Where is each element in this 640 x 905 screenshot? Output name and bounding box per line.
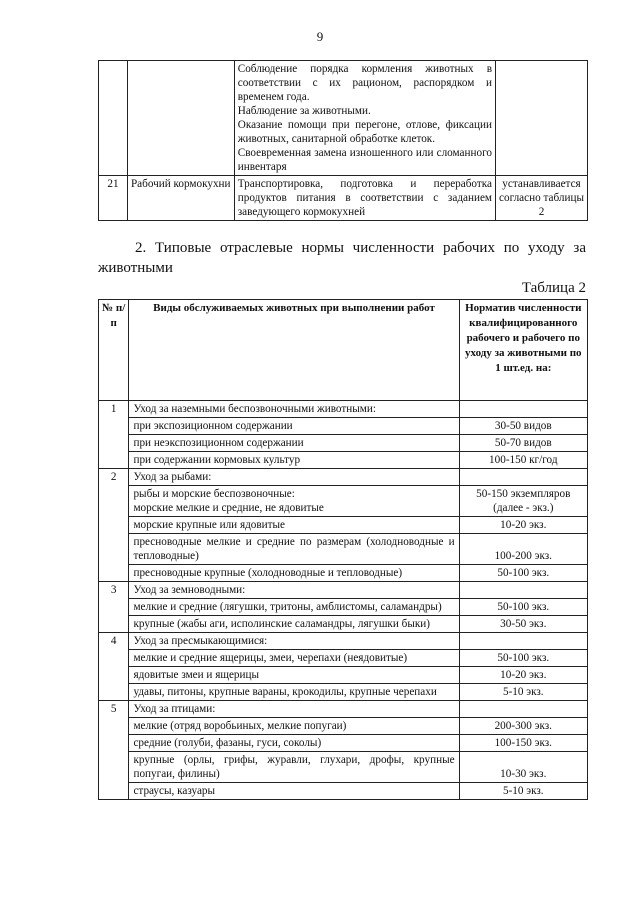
cell-empty bbox=[99, 616, 129, 633]
cell-empty bbox=[459, 469, 587, 486]
group-number: 2 bbox=[99, 469, 129, 486]
table-row bbox=[99, 176, 588, 221]
group-number: 5 bbox=[99, 701, 129, 718]
group-title: Уход за пресмыкающимися: bbox=[129, 633, 459, 650]
staff-duties-table-continued bbox=[98, 60, 588, 221]
staffing-norms-table bbox=[98, 299, 588, 800]
animal-category: страусы, казуары bbox=[129, 783, 459, 800]
cell-empty bbox=[99, 735, 129, 752]
cell-empty bbox=[99, 599, 129, 616]
staffing-norm: 30-50 экз. bbox=[459, 616, 587, 633]
row-number: 21 bbox=[99, 176, 128, 221]
table-row bbox=[99, 667, 588, 684]
cell-empty bbox=[99, 61, 128, 176]
cell-empty bbox=[99, 418, 129, 435]
cell-empty bbox=[99, 534, 129, 565]
table-row bbox=[99, 616, 588, 633]
group-title: Уход за рыбами: bbox=[129, 469, 459, 486]
cell-empty bbox=[99, 565, 129, 582]
staffing-norm: 50-70 видов bbox=[459, 435, 587, 452]
staffing-norm: 5-10 экз. bbox=[459, 684, 587, 701]
group-title: Уход за земноводными: bbox=[129, 582, 459, 599]
cell-empty bbox=[99, 486, 129, 517]
table-row bbox=[99, 534, 588, 565]
animal-category: мелкие и средние (лягушки, тритоны, амблистомы, саламандры) bbox=[129, 599, 459, 616]
cell-empty bbox=[99, 752, 129, 783]
animal-category: мелкие и средние ящерицы, змеи, черепахи (неядовитые) bbox=[129, 650, 459, 667]
group-title-row bbox=[99, 582, 588, 599]
staffing-norm: 50-150 экземпляров (далее - экз.) bbox=[459, 486, 587, 517]
table-row bbox=[99, 599, 588, 616]
table-caption: Таблица 2 bbox=[521, 280, 586, 296]
cell-empty bbox=[459, 633, 587, 650]
group-number: 1 bbox=[99, 401, 129, 418]
staffing-norm: 100-150 экз. bbox=[459, 735, 587, 752]
norm-cell: устанавливается согласно таблицы 2 bbox=[496, 176, 588, 221]
section-heading: 2. Типовые отраслевые нормы численности рабочих по уходу за животными bbox=[98, 240, 586, 276]
animal-category: крупные (жабы аги, исполинские саламандры, лягушки быки) bbox=[129, 616, 459, 633]
table-row bbox=[99, 565, 588, 582]
table-row bbox=[99, 752, 588, 783]
page-number: 9 bbox=[316, 29, 324, 44]
cell-empty bbox=[459, 401, 587, 418]
duties-cell: Транспортировка, подготовка и переработка продуктов питания в соответствии с заданием заведующего кормокухней bbox=[234, 176, 495, 221]
cell-empty bbox=[459, 582, 587, 599]
group-number: 4 bbox=[99, 633, 129, 650]
duty-line: Наблюдение за животными. bbox=[237, 105, 371, 117]
table-row bbox=[99, 435, 588, 452]
animal-category: рыбы и морские беспозвоночные: морские мелкие и средние, не ядовитые bbox=[129, 486, 459, 517]
table-row bbox=[99, 735, 588, 752]
duty-line: Своевременная замена изношенного или сломанного инвентаря bbox=[237, 147, 492, 173]
group-title-row bbox=[99, 469, 588, 486]
group-title-row bbox=[99, 401, 588, 418]
group-title-row bbox=[99, 701, 588, 718]
animal-category: морские крупные или ядовитые bbox=[129, 517, 459, 534]
table-row bbox=[99, 452, 588, 469]
staffing-norm: 50-100 экз. bbox=[459, 599, 587, 616]
duties-cell bbox=[234, 61, 495, 176]
group-title-row bbox=[99, 633, 588, 650]
duty-line: Соблюдение порядка кормления животных в соответствии с их рационом, распорядком и временем года. bbox=[237, 63, 492, 103]
staffing-norm: 30-50 видов bbox=[459, 418, 587, 435]
cell-empty bbox=[99, 435, 129, 452]
group-title: Уход за наземными беспозвоночными животными: bbox=[129, 401, 459, 418]
staffing-norm: 100-200 экз. bbox=[459, 534, 587, 565]
cell-empty bbox=[99, 650, 129, 667]
table-row bbox=[99, 684, 588, 701]
cell-empty bbox=[99, 783, 129, 800]
table-row bbox=[99, 61, 588, 176]
animal-category: пресноводные крупные (холодноводные и тепловодные) bbox=[129, 565, 459, 582]
table-row bbox=[99, 486, 588, 517]
header-row bbox=[99, 300, 588, 401]
header-kinds: Виды обслуживаемых животных при выполнении работ bbox=[129, 300, 459, 401]
duty-line: Оказание помощи при перегоне, отлове, фиксации животных, санитарной обработке клеток. bbox=[237, 119, 492, 145]
cell-empty bbox=[127, 61, 234, 176]
table-row bbox=[99, 418, 588, 435]
header-norm: Норматив численности квалифицированного рабочего и рабочего по уходу за животными по 1 шт.ед. на: bbox=[459, 300, 587, 401]
table-row bbox=[99, 517, 588, 534]
staffing-norm: 50-100 экз. bbox=[459, 565, 587, 582]
animal-category: мелкие (отряд воробьиных, мелкие попугаи) bbox=[129, 718, 459, 735]
animal-category: при неэкспозиционном содержании bbox=[129, 435, 459, 452]
table-row bbox=[99, 718, 588, 735]
group-title: Уход за птицами: bbox=[129, 701, 459, 718]
animal-category: пресноводные мелкие и средние по размерам (холодноводные и тепловодные) bbox=[129, 534, 459, 565]
cell-empty bbox=[99, 667, 129, 684]
staffing-norm: 10-20 экз. bbox=[459, 667, 587, 684]
table-row bbox=[99, 783, 588, 800]
position-cell: Рабочий кормокухни bbox=[127, 176, 234, 221]
cell-empty bbox=[99, 684, 129, 701]
animal-category: средние (голуби, фазаны, гуси, соколы) bbox=[129, 735, 459, 752]
staffing-norm: 200-300 экз. bbox=[459, 718, 587, 735]
animal-category: при содержании кормовых культур bbox=[129, 452, 459, 469]
staffing-norm: 10-20 экз. bbox=[459, 517, 587, 534]
cell-empty bbox=[99, 718, 129, 735]
animal-category: крупные (орлы, грифы, журавли, глухари, дрофы, крупные попугаи, филины) bbox=[129, 752, 459, 783]
cell-empty bbox=[99, 452, 129, 469]
animal-category: при экспозиционном содержании bbox=[129, 418, 459, 435]
staffing-norm: 10-30 экз. bbox=[459, 752, 587, 783]
animal-category: ядовитые змеи и ящерицы bbox=[129, 667, 459, 684]
header-num: № п/п bbox=[99, 300, 129, 401]
staffing-norm: 5-10 экз. bbox=[459, 783, 587, 800]
staffing-norm: 50-100 экз. bbox=[459, 650, 587, 667]
table-body bbox=[99, 401, 588, 800]
cell-empty bbox=[459, 701, 587, 718]
table-row bbox=[99, 650, 588, 667]
staffing-norm: 100-150 кг/год bbox=[459, 452, 587, 469]
cell-empty bbox=[99, 517, 129, 534]
animal-category: удавы, питоны, крупные вараны, крокодилы, крупные черепахи bbox=[129, 684, 459, 701]
group-number: 3 bbox=[99, 582, 129, 599]
cell-empty bbox=[496, 61, 588, 176]
